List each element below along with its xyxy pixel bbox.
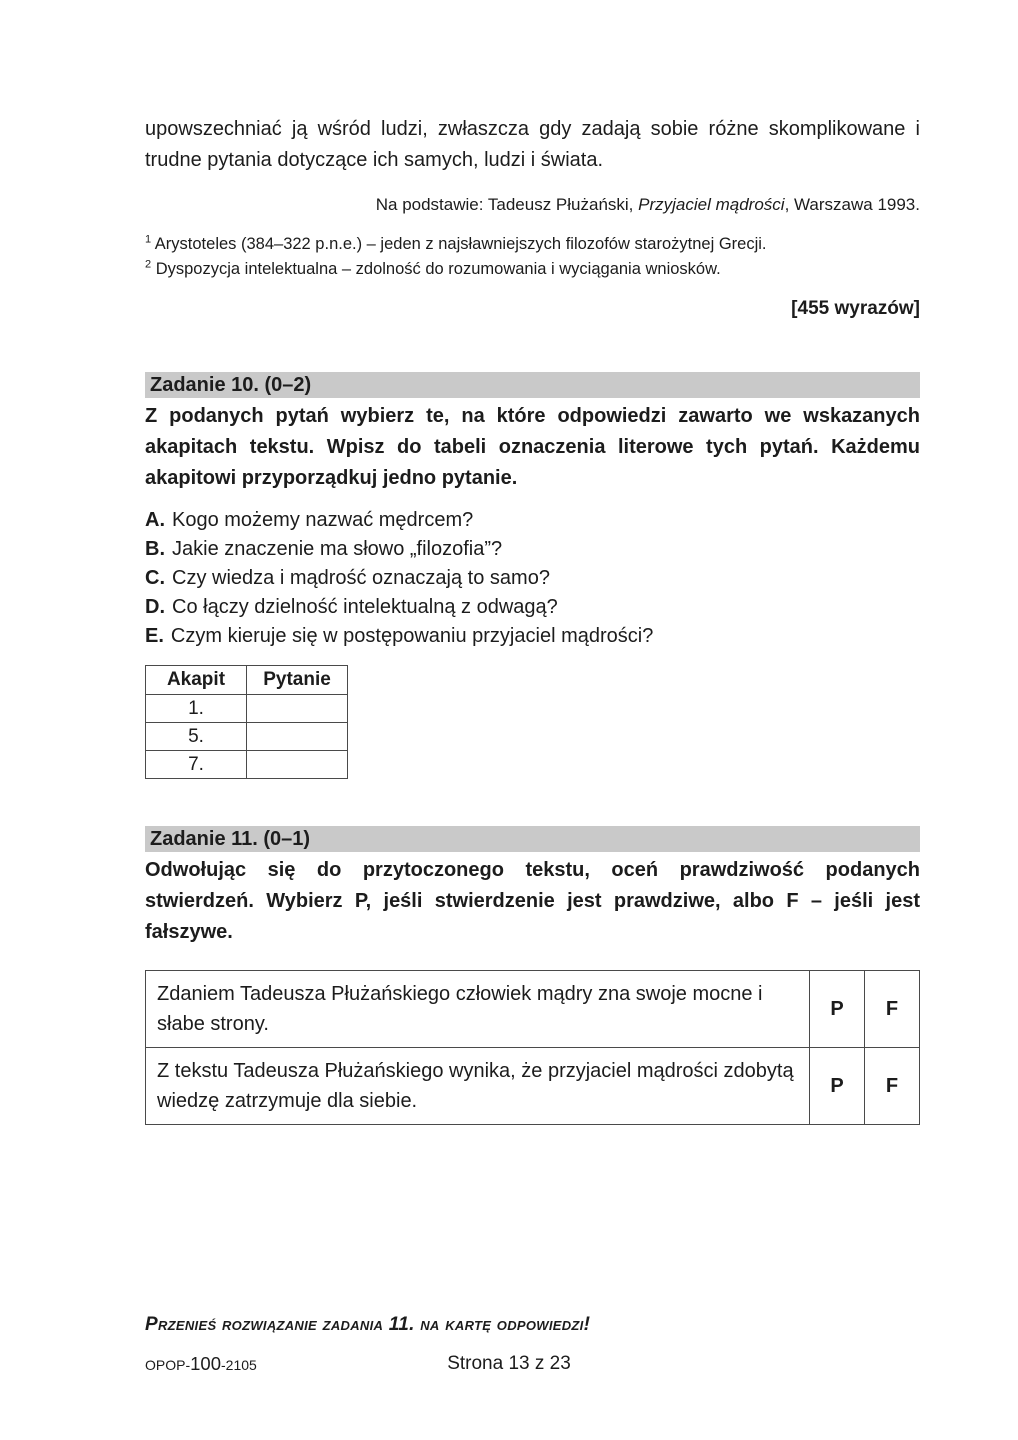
pytanie-answer-cell-7[interactable] (247, 751, 348, 779)
option-d-letter: D. (145, 596, 165, 618)
source-suffix: , Warszawa 1993. (784, 195, 920, 214)
footnote-2-text: Dyspozycja intelektualna – zdolność do rozumowania i wyciągania wniosków. (151, 260, 721, 278)
table-row (146, 723, 348, 751)
akapit-cell-5: 5. (146, 723, 247, 751)
table-row (146, 695, 348, 723)
option-c-letter: C. (145, 567, 165, 589)
option-a (145, 506, 920, 535)
table-header-row (146, 666, 348, 695)
task10-instruction: Z podanych pytań wybierz te, na które odpowiedzi zawarto we wskazanych akapitach tekstu. Wpisz do tabeli oznaczenia literowe tych pytań. Każdemu akapitowi przyporządkuj jedno pytanie. (145, 405, 920, 489)
page-content (145, 0, 920, 1125)
option-e-letter: E. (145, 625, 164, 647)
footnotes (145, 232, 920, 282)
akapit-cell-7: 7. (146, 751, 247, 779)
statement-1-text: Zdaniem Tadeusza Płużańskiego człowiek mądry zna swoje mocne i słabe strony. (146, 971, 810, 1048)
word-count: [455 wyrazów] (791, 298, 920, 319)
option-a-letter: A. (145, 509, 165, 531)
page-number: Strona 13 z 23 (447, 1353, 571, 1374)
option-c-text: Czy wiedza i mądrość oznaczają to samo? (172, 567, 550, 589)
option-d-text: Co łączy dzielność intelektualną z odwagą? (172, 596, 558, 618)
statement-row (146, 971, 920, 1048)
footnote-1 (145, 232, 920, 257)
option-d (145, 593, 920, 622)
pytanie-answer-cell-5[interactable] (247, 723, 348, 751)
footnote-2 (145, 257, 920, 282)
source-prefix: Na podstawie: Tadeusz Płużański, (375, 195, 639, 214)
table-row (146, 751, 348, 779)
option-e (145, 622, 920, 651)
pytanie-column-header: Pytanie (247, 666, 348, 695)
transfer-note: Przenieś rozwiązanie zadania 11. na kartę odpowiedzi! (145, 1314, 591, 1335)
footnote-2-number: 2 (145, 258, 152, 271)
statement-row (146, 1048, 920, 1125)
intro-paragraph: upowszechniać ją wśród ludzi, zwłaszcza gdy zadają sobie różne skomplikowane i trudne pytania dotyczące ich samych, ludzi i świata. (145, 118, 920, 171)
option-b-text: Jakie znaczenie ma słowo „filozofia”? (172, 538, 503, 560)
option-a-text: Kogo możemy nazwać mędrcem? (172, 509, 474, 531)
task11-instruction: Odwołując się do przytoczonego tekstu, oceń prawdziwość podanych stwierdzeń. Wybierz P, jeśli stwierdzenie jest prawdziwe, albo F – jeśli jest fałszywe. (145, 859, 920, 943)
task11-header: Zadanie 11. (0–1) (145, 826, 920, 852)
true-false-table (145, 970, 920, 1125)
document-code-prefix: OPOP- (145, 1357, 191, 1373)
statement-1-true-cell[interactable]: P (810, 971, 865, 1048)
akapit-cell-1: 1. (146, 695, 247, 723)
statement-2-true-cell[interactable]: P (810, 1048, 865, 1125)
source-title: Przyjaciel mądrości (638, 195, 785, 214)
task10-options (145, 506, 920, 651)
pytanie-answer-cell-1[interactable] (247, 695, 348, 723)
footnote-1-text: Arystoteles (384–322 p.n.e.) – jeden z najsławniejszych filozofów starożytnej Grecji. (151, 235, 767, 253)
footnote-1-number: 1 (145, 233, 152, 246)
akapit-column-header: Akapit (146, 666, 247, 695)
document-code-mid: 100 (190, 1353, 221, 1374)
statement-1-false-cell[interactable]: F (865, 971, 920, 1048)
statement-2-text: Z tekstu Tadeusza Płużańskiego wynika, że przyjaciel mądrości zdobytą wiedzę zatrzymuje dla siebie. (146, 1048, 810, 1125)
option-b (145, 535, 920, 564)
option-c (145, 564, 920, 593)
task10-header: Zadanie 10. (0–2) (145, 372, 920, 398)
option-b-letter: B. (145, 538, 165, 560)
source-attribution (145, 194, 920, 216)
akapit-table (145, 665, 348, 779)
document-code-suffix: -2105 (221, 1357, 257, 1373)
option-e-text: Czym kieruje się w postępowaniu przyjaciel mądrości? (170, 625, 654, 647)
statement-2-false-cell[interactable]: F (865, 1048, 920, 1125)
